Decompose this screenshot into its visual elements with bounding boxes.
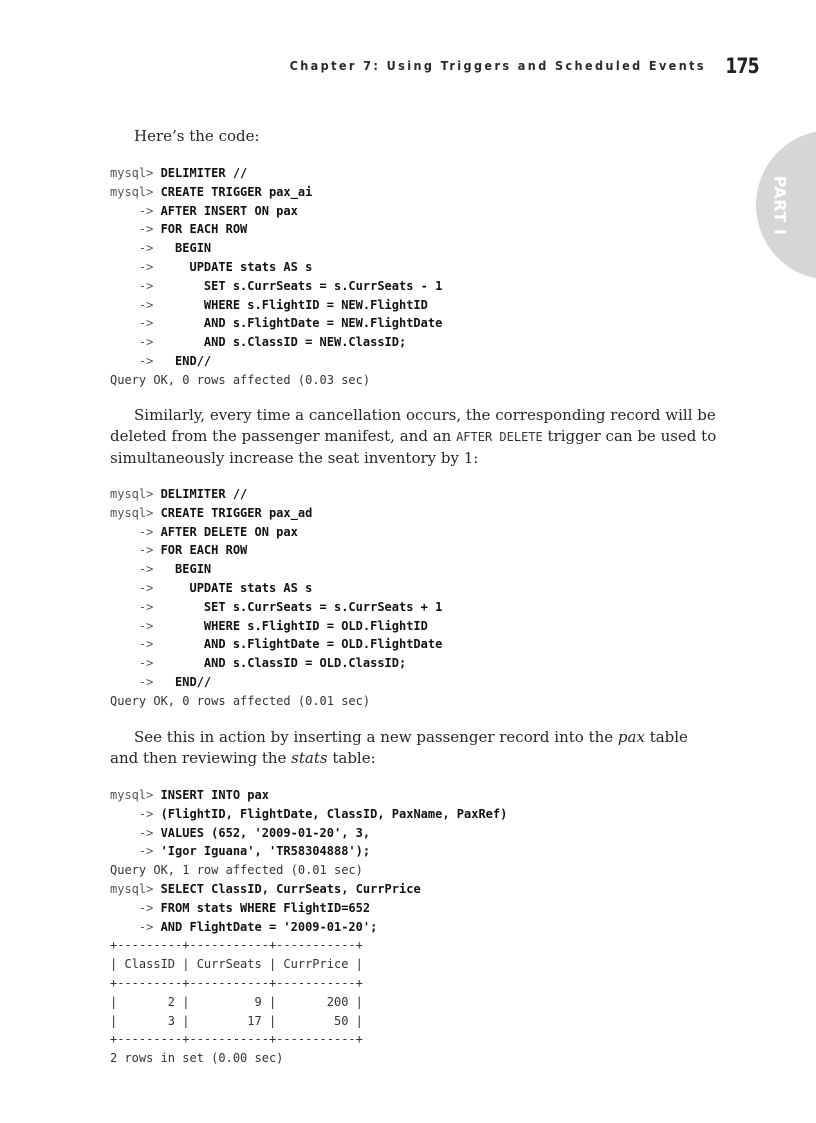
code-block-insert-select: [110, 786, 507, 1068]
code-prompt: ->: [110, 524, 161, 539]
code-prompt: ->: [110, 241, 176, 256]
code-line: [110, 673, 442, 692]
code-line: [110, 880, 507, 899]
code-line: [110, 277, 442, 296]
code-line: [110, 560, 442, 579]
code-line: [110, 936, 507, 955]
code-prompt: ->: [110, 335, 204, 350]
code-prompt: mysql>: [110, 505, 161, 520]
code-prompt: ->: [110, 599, 204, 614]
code-line: [110, 635, 442, 654]
code-text: DELIMITER //: [160, 487, 248, 501]
code-text: CREATE TRIGGER pax_ad: [160, 505, 313, 520]
code-text: | ClassID | CurrSeats | CurrPrice |: [110, 957, 363, 972]
code-text: AND s.FlightDate = NEW.FlightDate: [203, 316, 443, 331]
italic-stats: stats: [291, 749, 328, 767]
code-text: UPDATE stats AS s: [189, 259, 313, 274]
code-line: [110, 918, 507, 937]
paragraph-cancellation: [110, 405, 720, 469]
code-prompt: ->: [110, 656, 204, 671]
code-line: [110, 183, 442, 202]
code-line: [110, 296, 442, 315]
code-line: [110, 239, 442, 258]
code-prompt: ->: [110, 806, 161, 821]
code-text: | 3 | 17 | 50 |: [110, 1013, 363, 1028]
code-text: UPDATE stats AS s: [189, 580, 313, 595]
code-text: AND s.ClassID = OLD.ClassID;: [203, 656, 407, 671]
code-text: (FlightID, FlightDate, ClassID, PaxName, PaxRef): [160, 806, 508, 821]
paragraph-intro-text: Here’s the code:: [134, 127, 260, 145]
paragraph-see-action: [110, 727, 720, 769]
code-line: [110, 974, 507, 993]
code-prompt: ->: [110, 618, 204, 633]
code-text: 2 rows in set (0.00 sec): [110, 1051, 284, 1066]
code-line: [110, 504, 442, 523]
code-text: WHERE s.FlightID = OLD.FlightID: [203, 618, 428, 633]
code-text: SET s.CurrSeats = s.CurrSeats + 1: [203, 599, 443, 614]
code-text: AND FlightDate = '2009-01-20';: [160, 919, 378, 934]
code-text: AFTER INSERT ON pax: [160, 203, 298, 218]
code-prompt: mysql>: [110, 166, 161, 180]
code-prompt: ->: [110, 900, 161, 915]
code-line: [110, 485, 442, 504]
paragraph-see-action-text: See this in action by inserting a new passenger record into the: [134, 728, 618, 746]
code-prompt: ->: [110, 222, 161, 237]
paragraph-cancellation-text-end: trigger can be used to simultaneously increase the seat inventory by 1:: [110, 427, 717, 467]
code-prompt: ->: [110, 844, 161, 859]
code-line: [110, 955, 507, 974]
code-line: [110, 786, 507, 805]
code-line: [110, 579, 442, 598]
code-text: AND s.FlightDate = OLD.FlightDate: [203, 637, 443, 652]
code-text: +---------+-----------+-----------+: [110, 1032, 363, 1047]
italic-pax: pax: [617, 728, 645, 746]
code-text: VALUES (652, '2009-01-20', 3,: [160, 825, 371, 840]
code-prompt: mysql>: [110, 788, 161, 802]
code-line: [110, 371, 442, 390]
code-text: FOR EACH ROW: [160, 222, 248, 237]
code-text: FROM stats WHERE FlightID=652: [160, 900, 371, 915]
code-prompt: mysql>: [110, 881, 161, 896]
code-text: END//: [175, 353, 212, 368]
code-line: [110, 220, 442, 239]
code-line: [110, 861, 507, 880]
code-block-pax-ai: [110, 164, 442, 390]
running-head: Chapter 7: Using Triggers and Scheduled Events: [289, 58, 706, 73]
code-line: [110, 333, 442, 352]
code-line: [110, 654, 442, 673]
code-line: [110, 258, 442, 277]
code-prompt: mysql>: [110, 487, 161, 501]
code-line: [110, 899, 507, 918]
code-text: AND s.ClassID = NEW.ClassID;: [203, 335, 407, 350]
code-prompt: ->: [110, 825, 161, 840]
code-prompt: ->: [110, 278, 204, 293]
code-text: DELIMITER //: [160, 166, 248, 180]
code-line: [110, 805, 507, 824]
code-prompt: ->: [110, 203, 161, 218]
code-text: SELECT ClassID, CurrSeats, CurrPrice: [160, 881, 421, 896]
code-text: Query OK, 0 rows affected (0.03 sec): [110, 372, 371, 387]
code-line: [110, 824, 507, 843]
code-text: Query OK, 0 rows affected (0.01 sec): [110, 693, 371, 708]
code-line: [110, 164, 442, 183]
code-text: AFTER DELETE ON pax: [160, 524, 298, 539]
code-text: BEGIN: [175, 562, 212, 577]
code-line: [110, 1049, 507, 1068]
paragraph-intro: [110, 126, 720, 147]
code-line: [110, 692, 442, 711]
code-prompt: ->: [110, 919, 161, 934]
code-line: [110, 598, 442, 617]
code-prompt: ->: [110, 316, 204, 331]
code-text: FOR EACH ROW: [160, 543, 248, 558]
code-line: [110, 1012, 507, 1031]
code-prompt: ->: [110, 674, 176, 689]
code-prompt: ->: [110, 562, 176, 577]
code-prompt: mysql>: [110, 184, 161, 199]
code-prompt: ->: [110, 543, 161, 558]
page-number: 175: [725, 54, 759, 78]
code-prompt: ->: [110, 580, 190, 595]
code-line: [110, 617, 442, 636]
code-line: [110, 541, 442, 560]
code-text: SET s.CurrSeats = s.CurrSeats - 1: [203, 278, 443, 293]
inline-code-after-delete: AFTER DELETE: [456, 430, 543, 444]
code-text: CREATE TRIGGER pax_ai: [160, 184, 313, 199]
code-prompt: ->: [110, 353, 176, 368]
code-line: [110, 842, 507, 861]
code-text: WHERE s.FlightID = NEW.FlightID: [203, 297, 428, 312]
part-tab-text: PART I: [770, 175, 790, 235]
code-text: Query OK, 1 row affected (0.01 sec): [110, 863, 363, 878]
code-line: [110, 202, 442, 221]
code-line: [110, 352, 442, 371]
code-prompt: ->: [110, 637, 204, 652]
code-line: [110, 993, 507, 1012]
code-prompt: ->: [110, 297, 204, 312]
paragraph-see-action-text-mid: table and then reviewing the: [110, 728, 688, 767]
code-line: [110, 523, 442, 542]
code-text: INSERT INTO pax: [160, 788, 269, 802]
code-text: 'Igor Iguana', 'TR58304888');: [160, 844, 371, 859]
code-line: [110, 1030, 507, 1049]
code-text: +---------+-----------+-----------+: [110, 938, 363, 953]
code-text: | 2 | 9 | 200 |: [110, 994, 363, 1009]
code-text: +---------+-----------+-----------+: [110, 975, 363, 990]
code-text: END//: [175, 674, 212, 689]
code-prompt: ->: [110, 259, 190, 274]
code-block-pax-ad: [110, 485, 442, 711]
paragraph-see-action-text-end: table:: [327, 749, 376, 767]
code-text: BEGIN: [175, 241, 212, 256]
paragraph-cancellation-text: Similarly, every time a cancellation occurs, the corresponding record will be deleted from the passenger manifest, and an: [110, 406, 716, 445]
part-tab-label: [765, 170, 795, 240]
code-line: [110, 314, 442, 333]
